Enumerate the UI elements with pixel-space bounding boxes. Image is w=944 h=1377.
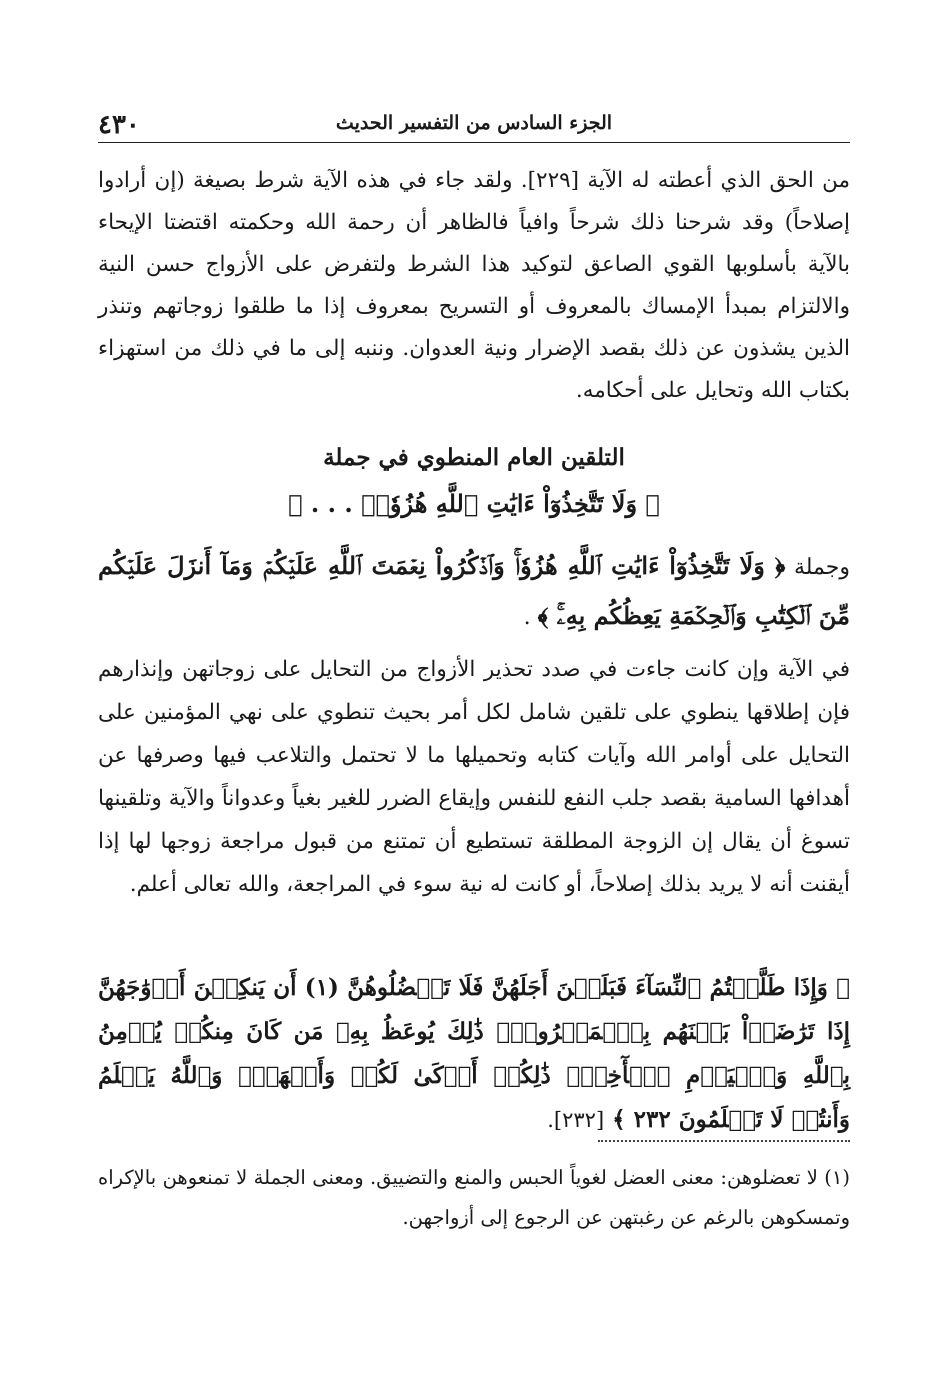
verse-block <box>98 966 850 1142</box>
section-title: التلقين العام المنطوي في جملة <box>323 444 625 471</box>
paragraph-2-quote: ﴿ وَلَا تَتَّخِذُوٓاْ ءَايَٰتِ ٱللَّهِ هُزُوٗاۚ وَٱذۡكُرُواْ نِعۡمَتَ ٱللَّهِ عَلَيۡكُمۡ وَمَآ أَنزَلَ عَلَيۡكُم مِّنَ ٱلۡكِتَٰبِ وَٱلۡحِكۡمَةِ يَعِظُكُم بِهِۦۚ ﴾ <box>98 551 850 630</box>
footnote-separator <box>598 1140 850 1142</box>
section-heading <box>98 438 850 524</box>
running-title: الجزء السادس من التفسير الحديث <box>335 112 613 134</box>
verse-text: ﴿ وَإِذَا طَلَّقۡتُمُ ٱلنِّسَآءَ فَبَلَغۡنَ أَجَلَهُنَّ فَلَا تَعۡضُلُوهُنَّ (١) أَن يَنكِحۡنَ أَزۡوَٰجَهُنَّ إِذَا تَرَٰضَوۡاْ بَيۡنَهُم بِٱلۡمَعۡرُوفِۗ ذَٰلِكَ يُوعَظُ بِهِۦ مَن كَانَ مِنكُمۡ يُؤۡمِنُ بِٱللَّهِ وَٱلۡيَوۡمِ ٱلۡأٓخِرِۗ ذَٰلِكُمۡ أَزۡكَىٰ لَكُمۡ وَأَطۡهَرُۚ وَٱللَّهُ يَعۡلَمُ وَأَنتُمۡ لَا تَعۡلَمُونَ ٢٣٢ ﴾ <box>98 974 850 1133</box>
section-verse: ﴿ وَلَا تَتَّخِذُوٓاْ ءَايَٰتِ ٱللَّهِ هُزُوٗاۚ . . . ﴾ <box>288 489 660 518</box>
footnote: (١) لا تعضلوهن: معنى العضل لغوياً الحبس والمنع والتضييق. ومعنى الجملة لا تمنعوهن بالإكراه وتمسكوهن بالرغم عن رغبتهن عن الرجوع إلى أزواجهن. <box>98 1166 850 1229</box>
paragraph-2 <box>98 542 850 642</box>
verse-reference: [٢٣٢]. <box>547 1108 605 1132</box>
paragraph-1: من الحق الذي أعطته له الآية [٢٢٩]. ولقد جاء في هذه الآية شرط بصيغة (إن أرادوا إصلاحاً) وقد شرحنا ذلك شرحاً وافياً فالظاهر أن رحمة الله وحكمته اقتضتا الإيحاء بالآية بأسلوبها القوي الصاعق لتوكيد هذا الشرط ولتفرض على الأزواج حسن النية والالتزام بمبدأ الإمساك بالمعروف أو التسريح بمعروف إذا ما طلقوا زوجاتهم وتنذر الذين يشذون عن ذلك بقصد الإضرار ونية العدوان. وننبه إلى ما في ذلك من استهزاء بكتاب الله وتحايل على أحكامه. <box>98 168 851 403</box>
page-header <box>98 108 850 143</box>
paragraph-2-lead: وجملة <box>793 555 850 580</box>
paragraph-2-end: . <box>523 605 531 630</box>
paragraph-3: في الآية وإن كانت جاءت في صدد تحذير الأزواج من التحايل على زوجاتهن وإنذارهم فإن إطلاقها ينطوي على تلقين شامل لكل أمر بحيث تنطوي على نهي المؤمنين على التحايل على أوامر الله وآيات كتابه وتحميلها ما لا تحتمل والتلاعب فيها وصرفها عن أهدافها السامية بقصد جلب النفع للنفس وإيقاع الضرر للغير بغياً وعدواناً والآية وتلقينها تسوغ أن يقال إن الزوجة المطلقة تستطيع أن تمتنع من قبول مراجعة زوجها لها إذا أيقنت أنه لا يريد بذلك إصلاحاً، أو كانت له نية سوء في المراجعة، والله تعالى أعلم. <box>98 657 850 897</box>
page-number: ٤٣٠ <box>98 110 140 140</box>
